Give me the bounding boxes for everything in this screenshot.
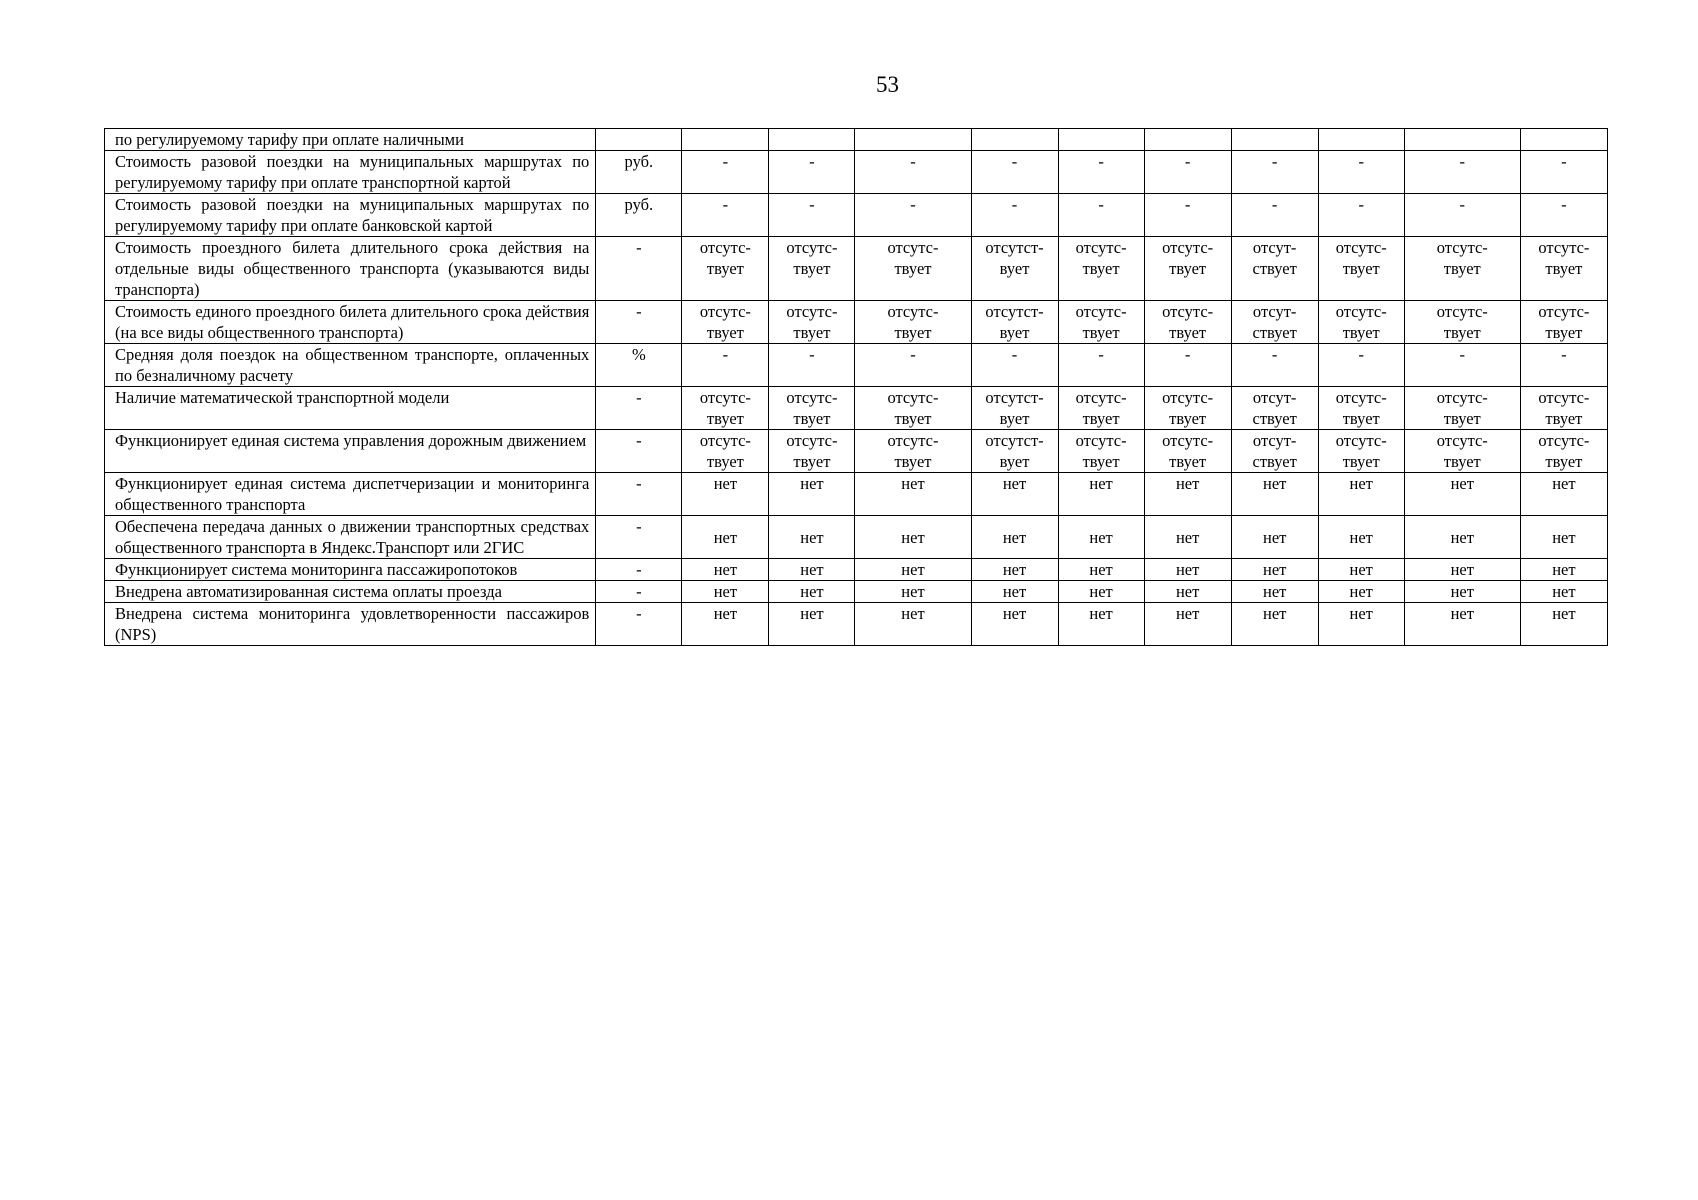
value-cell — [1144, 387, 1231, 430]
value-cell — [769, 559, 855, 581]
value-cell — [1318, 473, 1404, 516]
table-row — [105, 559, 1608, 581]
value-cell — [1520, 387, 1607, 430]
value-text: нет — [1089, 560, 1113, 579]
value-text: - — [1271, 345, 1278, 364]
value-text: отсутс- твует — [1075, 238, 1127, 278]
table-row — [105, 581, 1608, 603]
table-row — [105, 473, 1608, 516]
value-text: - — [1459, 345, 1466, 364]
value-cell — [1231, 151, 1318, 194]
indicator-name: по регулируемому тарифу при оплате наличными — [105, 129, 596, 151]
value-text: отсутст- вует — [985, 431, 1044, 471]
value-cell — [1520, 581, 1607, 603]
value-text: нет — [713, 474, 738, 493]
value-cell — [855, 581, 971, 603]
value-text: нет — [713, 582, 738, 601]
value-text: отсутс- твует — [1075, 302, 1127, 342]
value-cell — [1404, 344, 1520, 387]
value-cell — [855, 151, 971, 194]
value-text: отсут- ствует — [1252, 238, 1297, 278]
value-cell — [971, 129, 1058, 151]
table-row — [105, 237, 1608, 301]
value-text: отсутс- твует — [786, 388, 838, 428]
indicator-name: Стоимость проездного билета длительного срока действия на отдельные виды общественного транспорта (указываются виды транспорта) — [105, 237, 596, 301]
value-cell — [1058, 301, 1144, 344]
value-text: отсутс- твует — [1075, 388, 1127, 428]
value-cell — [971, 559, 1058, 581]
value-text: отсутс- твует — [1335, 238, 1387, 278]
value-text: - — [1011, 152, 1018, 171]
value-cell — [1520, 301, 1607, 344]
value-text: отсутс- твует — [1162, 302, 1214, 342]
value-text: нет — [1262, 527, 1287, 547]
value-text: нет — [1175, 604, 1200, 623]
value-text: - — [1098, 345, 1104, 364]
value-text: отсутст- вует — [985, 302, 1044, 342]
value-cell — [1404, 194, 1520, 237]
value-cell — [971, 301, 1058, 344]
table-row — [105, 344, 1608, 387]
value-text: - — [1358, 195, 1364, 214]
value-cell — [1058, 559, 1144, 581]
indicator-name: Функционирует единая система управления дорожным движением — [105, 430, 596, 473]
table-row — [105, 151, 1608, 194]
value-text: нет — [1450, 582, 1474, 601]
value-cell — [1318, 237, 1404, 301]
unit-cell: руб. — [596, 194, 682, 237]
value-text: - — [910, 345, 916, 364]
value-cell — [1144, 301, 1231, 344]
value-cell — [1404, 237, 1520, 301]
indicator-name: Функционирует система мониторинга пассажиропотоков — [105, 559, 596, 581]
value-text: нет — [901, 604, 925, 623]
value-text: отсутст- вует — [985, 388, 1044, 428]
value-text: отсутст- вует — [985, 238, 1044, 278]
value-text: - — [1561, 152, 1567, 171]
value-text: отсутс- твует — [1436, 238, 1488, 278]
value-cell — [855, 473, 971, 516]
value-cell — [1144, 344, 1231, 387]
value-cell — [855, 516, 971, 559]
value-cell — [769, 129, 855, 151]
value-text: отсутс- твует — [699, 302, 751, 342]
value-text: нет — [1262, 604, 1287, 623]
value-text: - — [1184, 195, 1191, 214]
value-cell — [682, 129, 769, 151]
value-text: отсутс- твует — [1162, 388, 1214, 428]
value-cell — [971, 581, 1058, 603]
value-text: нет — [800, 560, 824, 579]
value-text: отсутс- твует — [1436, 302, 1488, 342]
value-text: отсутс- твует — [887, 431, 939, 471]
value-text: нет — [800, 474, 824, 493]
value-text: нет — [1002, 527, 1027, 547]
value-text: нет — [1552, 604, 1576, 623]
value-cell — [682, 237, 769, 301]
value-cell — [1520, 603, 1607, 646]
value-text: - — [1271, 195, 1278, 214]
value-cell — [1404, 559, 1520, 581]
value-cell — [769, 473, 855, 516]
value-text: нет — [1552, 560, 1576, 579]
value-text: отсутс- твует — [887, 238, 939, 278]
value-cell — [855, 301, 971, 344]
value-cell — [682, 430, 769, 473]
value-cell — [1318, 581, 1404, 603]
value-cell — [682, 301, 769, 344]
value-text: нет — [901, 527, 925, 547]
value-text: отсутс- твует — [786, 431, 838, 471]
value-text: нет — [1450, 527, 1474, 547]
value-cell — [1058, 344, 1144, 387]
table-body — [105, 129, 1608, 646]
value-text: отсутс- твует — [699, 238, 751, 278]
value-cell — [1231, 194, 1318, 237]
value-text: отсут- ствует — [1252, 388, 1297, 428]
value-cell — [682, 387, 769, 430]
value-text: - — [910, 195, 916, 214]
value-cell — [1058, 516, 1144, 559]
value-cell — [971, 194, 1058, 237]
value-text: - — [722, 152, 729, 171]
unit-cell: руб. — [596, 151, 682, 194]
value-cell — [1058, 473, 1144, 516]
value-text: отсутс- твует — [1335, 388, 1387, 428]
indicator-name: Внедрена автоматизированная система оплаты проезда — [105, 581, 596, 603]
value-cell — [1318, 301, 1404, 344]
value-text: - — [722, 195, 729, 214]
value-cell — [1318, 344, 1404, 387]
table-row — [105, 387, 1608, 430]
value-cell — [971, 344, 1058, 387]
value-text: отсутс- твует — [1436, 431, 1488, 471]
value-cell — [971, 516, 1058, 559]
value-cell — [682, 603, 769, 646]
value-cell — [769, 581, 855, 603]
value-text: нет — [1175, 474, 1200, 493]
value-cell — [1058, 581, 1144, 603]
value-text: нет — [1002, 582, 1027, 601]
value-cell — [1318, 559, 1404, 581]
value-cell — [971, 603, 1058, 646]
value-text: нет — [1002, 560, 1027, 579]
value-cell — [1520, 237, 1607, 301]
value-text: - — [1459, 152, 1466, 171]
value-cell — [855, 237, 971, 301]
value-cell — [1318, 387, 1404, 430]
value-text: - — [1098, 152, 1104, 171]
value-cell — [855, 194, 971, 237]
value-text: - — [1011, 195, 1018, 214]
value-cell — [1058, 151, 1144, 194]
value-cell — [1231, 344, 1318, 387]
unit-cell: - — [596, 581, 682, 603]
value-cell — [1404, 516, 1520, 559]
value-text: - — [1098, 195, 1104, 214]
value-cell — [1144, 430, 1231, 473]
value-cell — [1404, 473, 1520, 516]
indicator-name: Стоимость единого проездного билета длительного срока действия (на все виды общественного транспорта) — [105, 301, 596, 344]
table-row — [105, 301, 1608, 344]
indicator-name: Обеспечена передача данных о движении транспортных средствах общественного транспорта в Яндекс.Транспорт или 2ГИС — [105, 516, 596, 559]
value-cell — [1144, 194, 1231, 237]
value-cell — [1058, 603, 1144, 646]
value-cell — [971, 430, 1058, 473]
indicator-name: Средняя доля поездок на общественном транспорте, оплаченных по безналичному расчету — [105, 344, 596, 387]
value-text: нет — [800, 527, 824, 547]
table-row — [105, 129, 1608, 151]
value-text: нет — [800, 582, 824, 601]
value-cell — [769, 387, 855, 430]
value-text: нет — [1349, 604, 1373, 623]
value-cell — [1520, 559, 1607, 581]
value-text: отсутс- твует — [887, 388, 939, 428]
value-cell — [1231, 301, 1318, 344]
value-text: отсутс- твует — [699, 431, 751, 471]
value-cell — [1231, 237, 1318, 301]
value-cell — [1231, 581, 1318, 603]
value-cell — [855, 603, 971, 646]
unit-cell: - — [596, 301, 682, 344]
value-cell — [971, 237, 1058, 301]
value-text: отсутс- твует — [1075, 431, 1127, 471]
value-cell — [1404, 151, 1520, 194]
value-cell — [1520, 194, 1607, 237]
value-text: нет — [901, 560, 925, 579]
value-text: - — [1561, 345, 1567, 364]
value-cell — [1058, 194, 1144, 237]
unit-cell: % — [596, 344, 682, 387]
value-text: нет — [1175, 582, 1200, 601]
value-cell — [1318, 151, 1404, 194]
unit-cell: - — [596, 603, 682, 646]
value-text: нет — [800, 604, 824, 623]
value-cell — [1520, 129, 1607, 151]
page-number: 53 — [876, 72, 899, 97]
value-cell — [769, 430, 855, 473]
table-row — [105, 430, 1608, 473]
value-text: нет — [1349, 527, 1373, 547]
value-cell — [1404, 603, 1520, 646]
value-cell — [682, 344, 769, 387]
value-cell — [1144, 603, 1231, 646]
value-cell — [855, 559, 971, 581]
value-text: отсутс- твует — [786, 238, 838, 278]
table-row — [105, 194, 1608, 237]
value-cell — [1058, 387, 1144, 430]
value-cell — [1144, 559, 1231, 581]
value-cell — [769, 603, 855, 646]
value-text: нет — [1089, 474, 1113, 493]
value-cell — [1318, 603, 1404, 646]
value-cell — [1231, 603, 1318, 646]
value-cell — [1231, 559, 1318, 581]
value-text: нет — [1089, 604, 1113, 623]
value-cell — [682, 151, 769, 194]
value-text: нет — [1450, 604, 1474, 623]
value-text: - — [1271, 152, 1278, 171]
value-cell — [1058, 237, 1144, 301]
value-cell — [682, 516, 769, 559]
value-text: отсутс- твует — [1162, 431, 1214, 471]
value-cell — [971, 473, 1058, 516]
value-text: нет — [1262, 560, 1287, 579]
value-text: нет — [1552, 474, 1576, 493]
value-text: - — [722, 345, 729, 364]
unit-cell: - — [596, 387, 682, 430]
value-text: - — [809, 152, 815, 171]
value-text: - — [809, 195, 815, 214]
value-text: нет — [1552, 582, 1576, 601]
value-cell — [1404, 387, 1520, 430]
value-cell — [1231, 516, 1318, 559]
value-cell — [1231, 387, 1318, 430]
indicator-name: Наличие математической транспортной модели — [105, 387, 596, 430]
value-cell — [1144, 237, 1231, 301]
value-cell — [1318, 194, 1404, 237]
value-cell — [682, 473, 769, 516]
value-cell — [971, 151, 1058, 194]
indicator-name: Функционирует единая система диспетчеризации и мониторинга общественного транспорта — [105, 473, 596, 516]
value-cell — [1231, 430, 1318, 473]
value-text: нет — [1262, 474, 1287, 493]
value-cell — [1520, 473, 1607, 516]
value-cell — [1318, 129, 1404, 151]
unit-cell: - — [596, 430, 682, 473]
value-cell — [682, 581, 769, 603]
value-text: нет — [1349, 582, 1373, 601]
value-cell — [1144, 151, 1231, 194]
value-cell — [1520, 430, 1607, 473]
value-text: нет — [1089, 527, 1113, 547]
value-cell — [1404, 129, 1520, 151]
value-cell — [1144, 581, 1231, 603]
value-text: отсутс- твует — [1538, 302, 1590, 342]
unit-cell: - — [596, 516, 682, 559]
unit-cell — [596, 129, 682, 151]
value-text: отсутс- твует — [1162, 238, 1214, 278]
value-cell — [1520, 516, 1607, 559]
value-cell — [855, 430, 971, 473]
value-cell — [682, 559, 769, 581]
value-text: отсут- ствует — [1252, 431, 1297, 471]
value-cell — [1144, 129, 1231, 151]
value-cell — [682, 194, 769, 237]
value-text: нет — [1552, 527, 1576, 547]
value-text: отсутс- твует — [1538, 388, 1590, 428]
value-text: - — [1184, 152, 1191, 171]
indicator-name: Стоимость разовой поездки на муниципальных маршрутах по регулируемому тарифу при оплате транспортной картой — [105, 151, 596, 194]
value-text: отсутс- твует — [1538, 238, 1590, 278]
value-cell — [1404, 581, 1520, 603]
value-cell — [855, 129, 971, 151]
unit-cell: - — [596, 559, 682, 581]
value-text: нет — [1089, 582, 1113, 601]
value-cell — [1404, 301, 1520, 344]
value-cell — [1318, 430, 1404, 473]
value-text: - — [910, 152, 916, 171]
value-text: - — [1459, 195, 1466, 214]
unit-cell: - — [596, 237, 682, 301]
indicator-name: Стоимость разовой поездки на муниципальных маршрутах по регулируемому тарифу при оплате банковской картой — [105, 194, 596, 237]
value-cell — [769, 237, 855, 301]
indicators-table — [104, 128, 1608, 646]
value-text: отсутс- твует — [1436, 388, 1488, 428]
value-text: нет — [901, 474, 925, 493]
table-row — [105, 603, 1608, 646]
value-text: - — [1358, 345, 1364, 364]
value-text: - — [1011, 345, 1018, 364]
value-cell — [855, 344, 971, 387]
value-text: - — [1358, 152, 1364, 171]
value-cell — [1058, 430, 1144, 473]
value-text: отсутс- твует — [1335, 302, 1387, 342]
value-text: нет — [901, 582, 925, 601]
value-cell — [1231, 129, 1318, 151]
value-text: - — [1561, 195, 1567, 214]
value-text: нет — [1002, 474, 1027, 493]
value-text: нет — [1349, 474, 1373, 493]
value-text: нет — [1349, 560, 1373, 579]
value-text: нет — [713, 527, 738, 547]
value-text: нет — [1002, 604, 1027, 623]
value-text: - — [1184, 345, 1191, 364]
value-cell — [769, 344, 855, 387]
value-text: нет — [1450, 560, 1474, 579]
value-cell — [1520, 344, 1607, 387]
value-text: - — [809, 345, 815, 364]
value-cell — [855, 387, 971, 430]
value-text: отсутс- твует — [1538, 431, 1590, 471]
unit-cell: - — [596, 473, 682, 516]
value-text: нет — [713, 560, 738, 579]
indicator-name: Внедрена система мониторинга удовлетворенности пассажиров (NPS) — [105, 603, 596, 646]
value-text: отсутс- твует — [887, 302, 939, 342]
value-cell — [769, 194, 855, 237]
value-text: нет — [1175, 527, 1200, 547]
value-text: отсутс- твует — [786, 302, 838, 342]
value-text: отсутс- твует — [1335, 431, 1387, 471]
value-text: нет — [1175, 560, 1200, 579]
value-cell — [1058, 129, 1144, 151]
value-cell — [1520, 151, 1607, 194]
value-text: отсутс- твует — [699, 388, 751, 428]
value-cell — [1144, 473, 1231, 516]
value-cell — [1318, 516, 1404, 559]
value-cell — [971, 387, 1058, 430]
value-cell — [769, 516, 855, 559]
value-text: отсут- ствует — [1252, 302, 1297, 342]
value-cell — [1144, 516, 1231, 559]
table-row — [105, 516, 1608, 559]
value-cell — [769, 151, 855, 194]
value-text: нет — [1450, 474, 1474, 493]
value-text: нет — [713, 604, 738, 623]
value-cell — [769, 301, 855, 344]
value-text: нет — [1262, 582, 1287, 601]
value-cell — [1404, 430, 1520, 473]
value-cell — [1231, 473, 1318, 516]
